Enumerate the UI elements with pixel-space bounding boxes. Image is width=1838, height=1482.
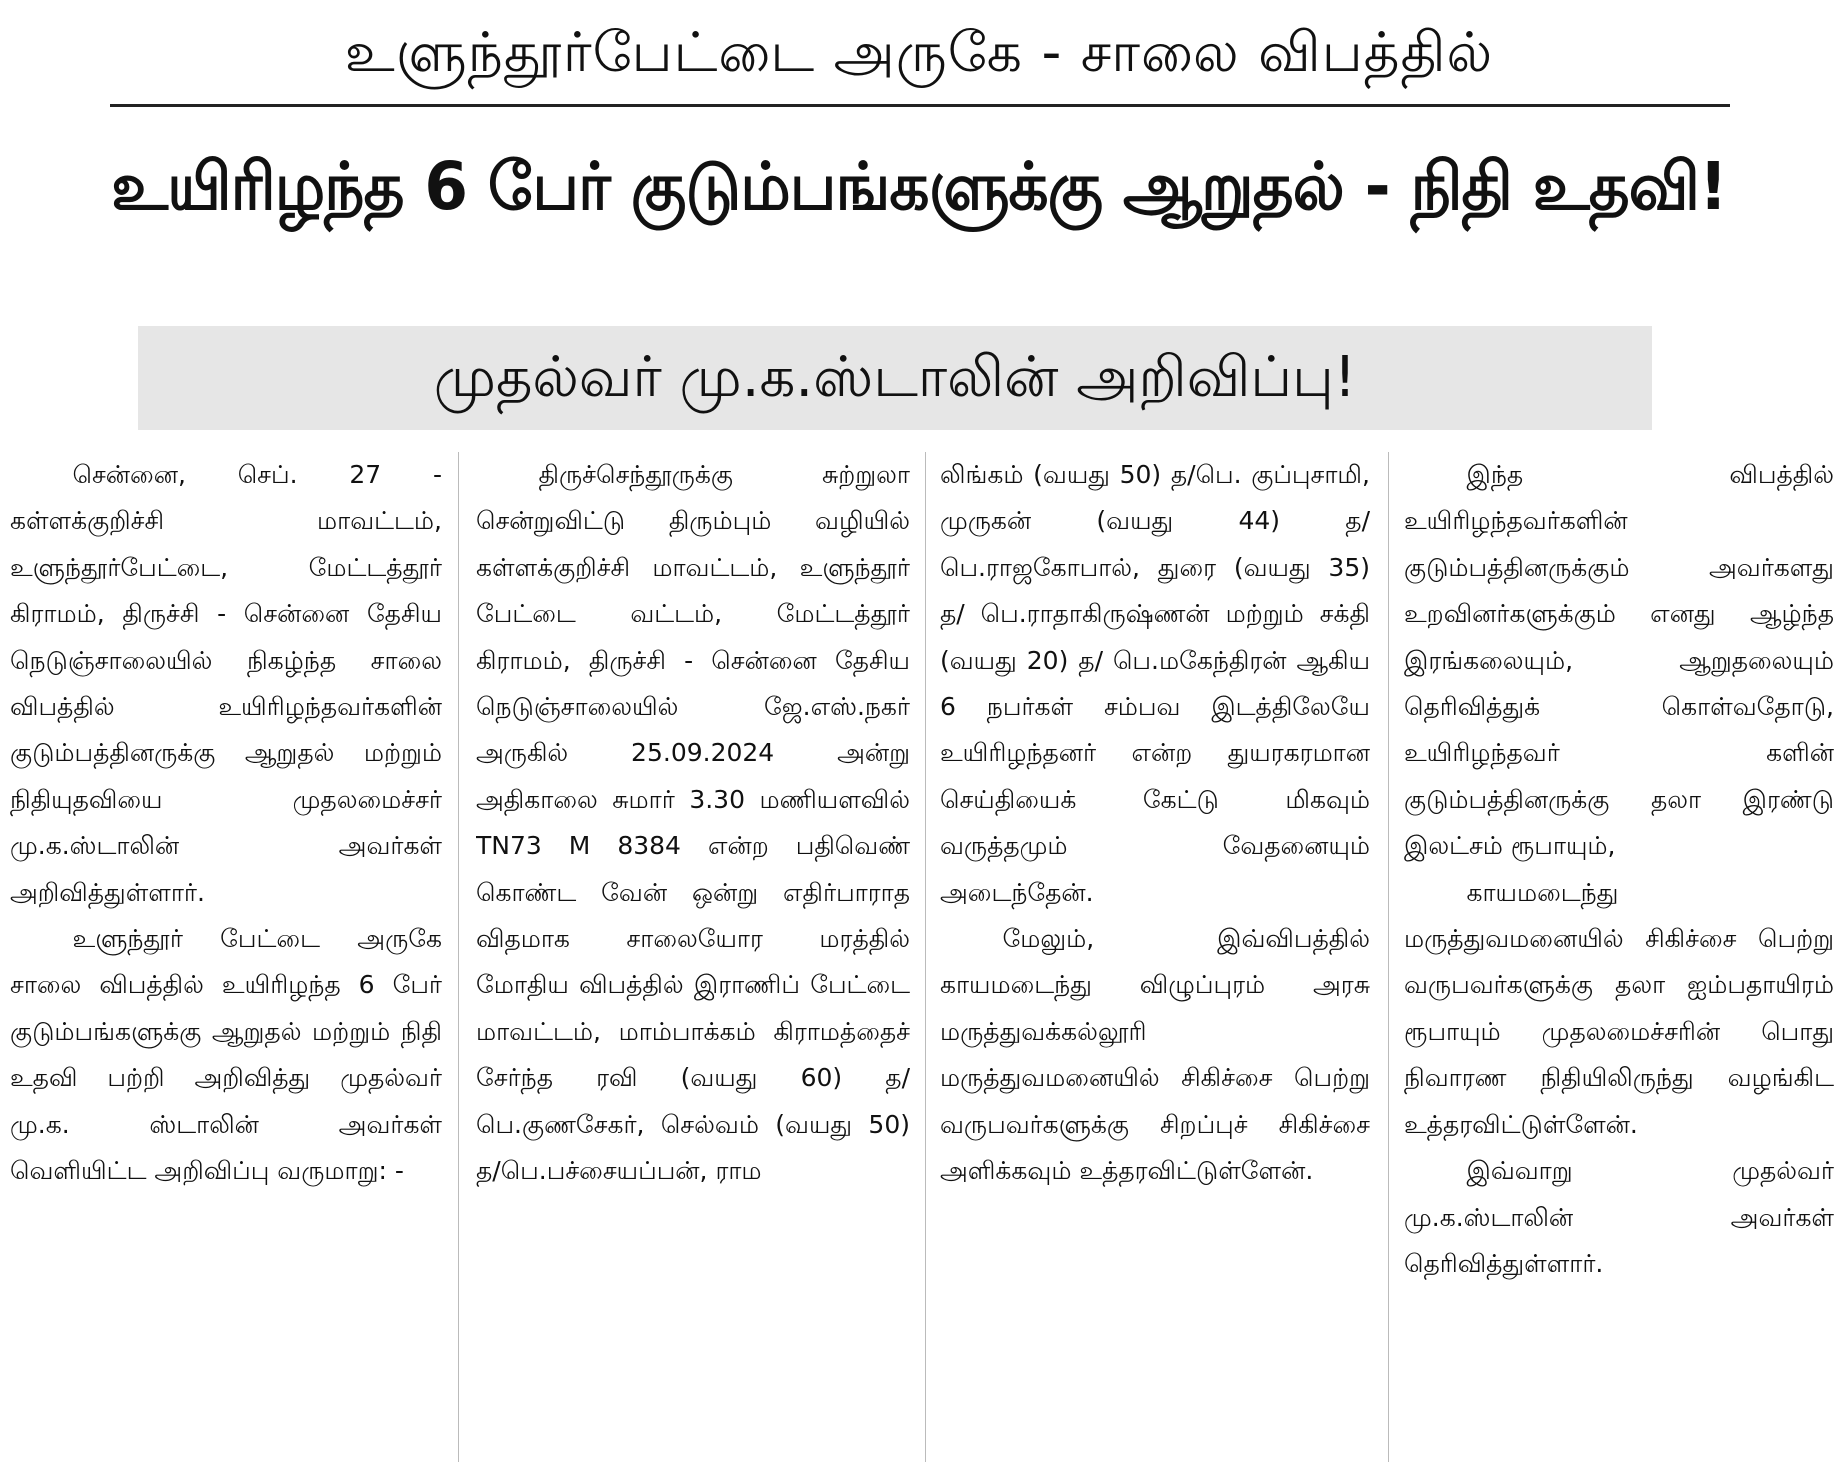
paragraph: காயமடைந்து மருத்துவமனையில் சிகிச்சை பெற்று வருபவர்களுக்கு தலா ஐம்பதாயிரம் ரூபாயும் முதலமைச்சரின் பொது நிவாரண நிதியிலிருந்து வழங்கிட உத்தரவிட்டுள்ளேன்.	[1404, 877, 1834, 1139]
article-column-4	[1404, 452, 1834, 1472]
paragraph: இவ்வாறு முதல்வர் மு.க.ஸ்டாலின் அவர்கள் தெரிவித்துள்ளார்.	[1404, 1156, 1834, 1278]
paragraph: திருச்செந்தூருக்கு சுற்றுலா சென்றுவிட்டு திரும்பும் வழியில் கள்ளக்குறிச்சி மாவட்டம், உளுந்தூர் பேட்டை வட்டம், மேட்டத்தூர் கிராமம், திருச்சி - சென்னை தேசிய நெடுஞ்சாலையில் ஜே.எஸ்.நகர் அருகில் 25.09.2024 அன்று அதிகாலை சுமார் 3.30 மணியளவில் TN73 M 8384 என்ற பதிவெண் கொண்ட வேன் ஒன்று எதிர்பாராத விதமாக சாலையோர மரத்தில் மோதிய விபத்தில் இராணிப் பேட்டை மாவட்டம், மாம்பாக்கம் கிராமத்தைச் சேர்ந்த ரவி (வயது 60) த/பெ.குணசேகர், செல்வம் (வயது 50) த/பெ.பச்சையப்பன், ராம	[476, 460, 910, 1186]
paragraph: இந்த விபத்தில் உயிரிழந்தவர்களின் குடும்பத்தினருக்கும் அவர்களது உறவினர்களுக்கும் எனது ஆழ்ந்த இரங்கலையும், ஆறுதலையும் தெரிவித்துக் கொள்வதோடு, உயிரிழந்தவர் களின் குடும்பத்தினருக்கு தலா இரண்டு இலட்சம் ரூபாயும்,	[1404, 460, 1834, 861]
paragraph: சென்னை, செப். 27 - கள்ளக்குறிச்சி மாவட்டம், உளுந்தூர்பேட்டை, மேட்டத்தூர் கிராமம், திருச்சி - சென்னை தேசிய நெடுஞ்சாலையில் நிகழ்ந்த சாலை விபத்தில் உயிரிழந்தவர்களின் குடும்பத்தினருக்கு ஆறுதல் மற்றும் நிதியுதவியை முதலமைச்சர் மு.க.ஸ்டாலின் அவர்கள் அறிவித்துள்ளார்.	[10, 460, 442, 907]
column-divider	[458, 452, 459, 1462]
subhead-banner	[138, 326, 1652, 430]
subhead-text: முதல்வர் மு.க.ஸ்டாலின் அறிவிப்பு!	[433, 345, 1357, 410]
paragraph: லிங்கம் (வயது 50) த/பெ. குப்புசாமி, முருகன் (வயது 44) த/பெ.ராஜகோபால், துரை (வயது 35) த/ பெ.ராதாகிருஷ்ணன் மற்றும் சக்தி (வயது 20) த/ பெ.மகேந்திரன் ஆகிய 6 நபர்கள் சம்பவ இடத்திலேயே உயிரிழந்தனர் என்ற துயரகரமான செய்தியைக் கேட்டு மிகவும் வருத்தமும் வேதனையும் அடைந்தேன்.	[940, 460, 1370, 907]
article-column-1	[10, 452, 442, 1472]
column-divider	[1388, 452, 1389, 1462]
kicker-divider	[110, 104, 1730, 107]
paragraph: உளுந்தூர் பேட்டை அருகே சாலை விபத்தில் உயிரிழந்த 6 பேர் குடும்பங்களுக்கு ஆறுதல் மற்றும் நிதி உதவி பற்றி அறிவித்து முதல்வர் மு.க. ஸ்டாலின் அவர்கள் வெளியிட்ட அறிவிப்பு வருமாறு: -	[10, 924, 442, 1186]
article-column-3	[940, 452, 1370, 1472]
main-headline: உயிரிழந்த 6 பேர் குடும்பங்களுக்கு ஆறுதல் - நிதி உதவி!	[111, 148, 1727, 225]
paragraph: மேலும், இவ்விபத்தில் காயமடைந்து விழுப்புரம் அரசு மருத்துவக்கல்லூரி மருத்துவமனையில் சிகிச்சை பெற்று வருபவர்களுக்கு சிறப்புச் சிகிச்சை அளிக்கவும் உத்தரவிட்டுள்ளேன்.	[940, 924, 1370, 1186]
kicker-headline: உளுந்தூர்பேட்டை அருகே - சாலை விபத்தில்	[344, 20, 1494, 84]
article-column-2	[476, 452, 910, 1472]
column-divider	[925, 452, 926, 1462]
